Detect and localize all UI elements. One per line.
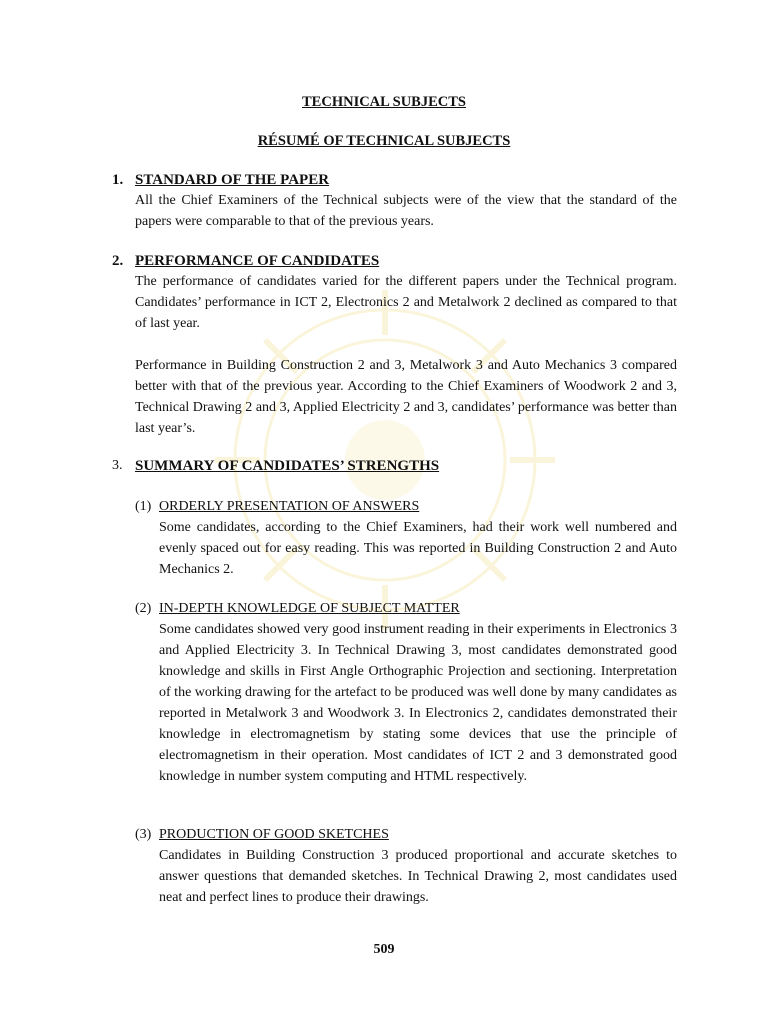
- section-performance: [112, 251, 680, 439]
- section-number: 1.: [112, 172, 124, 188]
- section-heading: [112, 251, 680, 271]
- section-standard: [112, 170, 680, 232]
- subsection-title: PRODUCTION OF GOOD SKETCHES: [159, 827, 389, 842]
- subsection-heading: [135, 497, 680, 517]
- subsection-number: (2): [135, 601, 152, 616]
- subsection-good-sketches: [135, 825, 680, 908]
- subsection-heading: [135, 825, 680, 845]
- subsection-title: IN-DEPTH KNOWLEDGE OF SUBJECT MATTER: [159, 601, 460, 616]
- subsection-orderly-presentation: [135, 497, 680, 580]
- subsection-in-depth-knowledge: [135, 599, 680, 787]
- section-title: SUMMARY OF CANDIDATES’ STRENGTHS: [135, 458, 440, 474]
- section-number: 2.: [112, 253, 124, 269]
- page-number: 509: [373, 942, 395, 957]
- section-title: PERFORMANCE OF CANDIDATES: [135, 253, 380, 269]
- section-strengths: [112, 456, 680, 476]
- subsection-number: (3): [135, 827, 152, 842]
- subsection-number: (1): [135, 499, 152, 514]
- subsection-paragraph: Some candidates, according to the Chief Examiners, had their work well numbered and evenly spaced out for easy reading. This was reported in Building Construction 2 and Auto Mechanics 2.: [159, 520, 677, 577]
- resume-title: RÉSUMÉ OF TECHNICAL SUBJECTS: [257, 133, 511, 149]
- section-heading: [112, 170, 680, 190]
- page-title: TECHNICAL SUBJECTS: [302, 94, 466, 110]
- subsection-heading: [135, 599, 680, 619]
- section-heading: [112, 456, 680, 476]
- section-number: 3.: [112, 458, 123, 473]
- section-paragraph: All the Chief Examiners of the Technical subjects were of the view that the standard of the papers were comparable to that of the previous years.: [135, 193, 677, 229]
- section-paragraph: Performance in Building Construction 2 and 3, Metalwork 3 and Auto Mechanics 3 compared better with that of the previous year. According to the Chief Examiners of Woodwork 2 and 3, Technical Drawing 2 and 3, Applied Electricity 2 and 3, candidates’ performance was better than last year’s.: [135, 358, 677, 436]
- subsection-title: ORDERLY PRESENTATION OF ANSWERS: [159, 499, 420, 514]
- subsection-paragraph: Candidates in Building Construction 3 produced proportional and accurate sketches to answer questions that demanded sketches. In Technical Drawing 2, most candidates used neat and perfect lines to produce their drawings.: [159, 848, 677, 905]
- section-title: STANDARD OF THE PAPER: [135, 172, 330, 188]
- section-paragraph: The performance of candidates varied for the different papers under the Technical program. Candidates’ performance in ICT 2, Electronics 2 and Metalwork 2 declined as compared to that of last year.: [135, 274, 677, 331]
- subsection-paragraph: Some candidates showed very good instrument reading in their experiments in Electronics 3 and Applied Electricity 3. In Technical Drawing 3, most candidates demonstrated good knowledge and skills in First Angle Orthographic Projection and sectioning. Interpretation of the working drawing for the artefact to be produced was well done by many candidates as reported in Metalwork 3 and Woodwork 3. In Electronics 2, candidates demonstrated their knowledge in electromagnetism by stating some devices that use the principle of electromagnetism in their operation. Most candidates of ICT 2 and 3 demonstrated good knowledge in number system computing and HTML respectively.: [159, 622, 677, 784]
